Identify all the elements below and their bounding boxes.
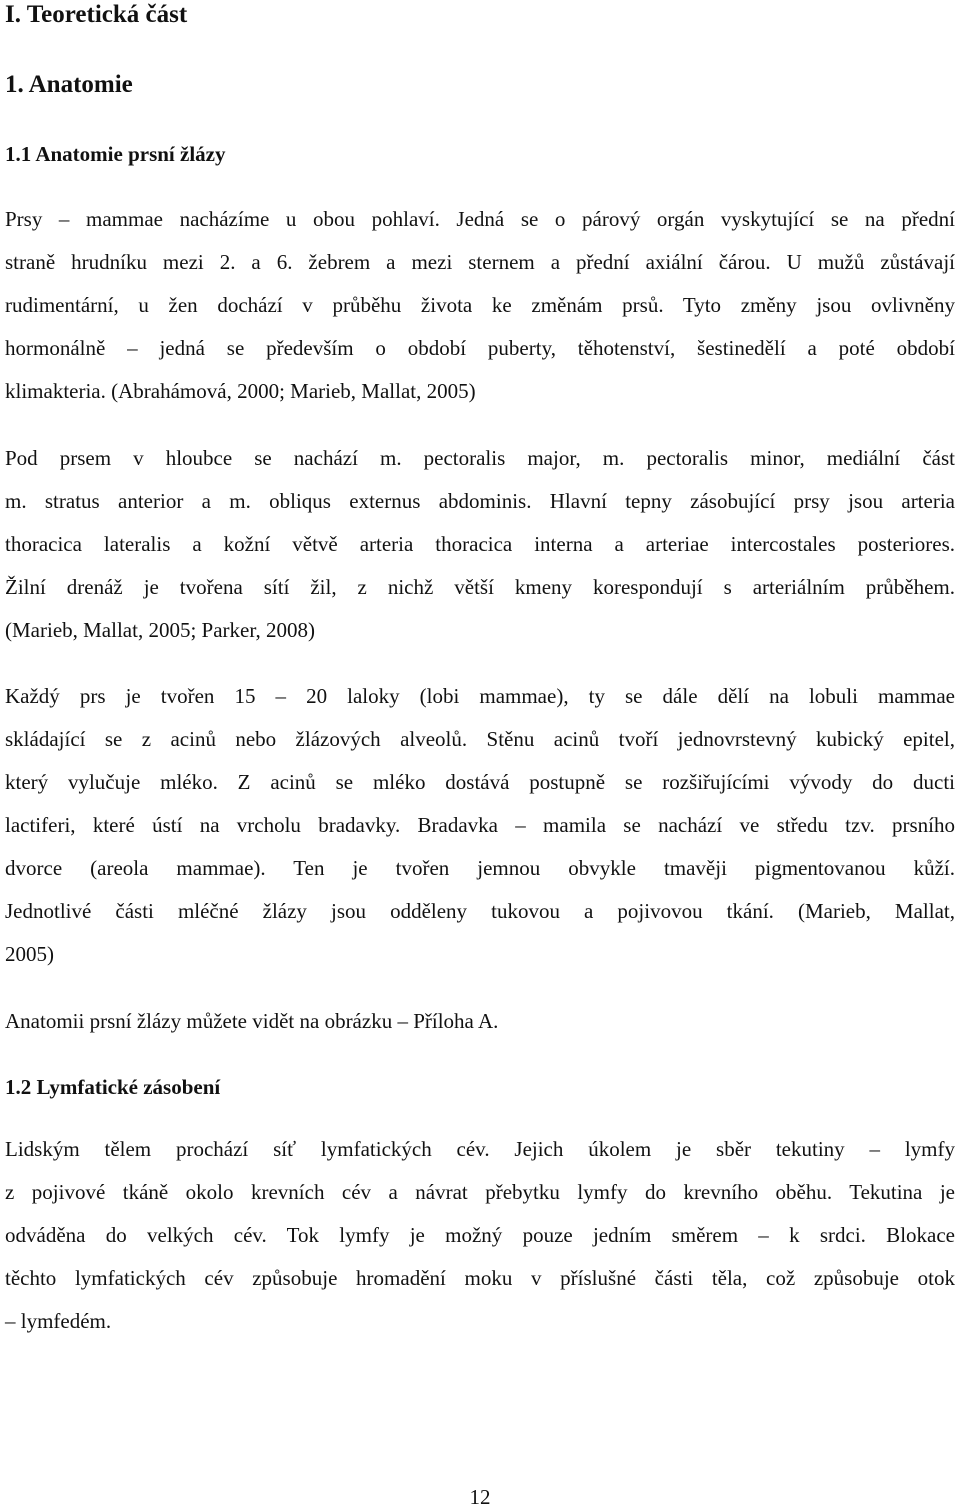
paragraph-line: klimakteria. (Abrahámová, 2000; Marieb, Mallat, 2005) <box>5 379 476 403</box>
paragraph-kazdy-prs <box>5 675 955 976</box>
paragraph-line: Žilní drenáž je tvořena sítí žil, z nichž větší kmeny korespondují s arteriálním průběhem. <box>5 575 955 599</box>
paragraph-line: lactiferi, které ústí na vrcholu bradavky. Bradavka – mamila se nachází ve středu tzv. prsního <box>5 813 955 837</box>
paragraph-prsy <box>5 198 955 413</box>
section-heading-1-1: 1.1 Anatomie prsní žlázy <box>5 142 226 166</box>
paragraph-pod-prsem <box>5 437 955 652</box>
paragraph-line: m. stratus anterior a m. obliqus externus abdominis. Hlavní tepny zásobující prsy jsou arteria <box>5 489 955 513</box>
paragraph-lymfa <box>5 1128 955 1343</box>
paragraph-line: hormonálně – jedná se především o období puberty, těhotenství, šestinedělí a poté období <box>5 336 955 360</box>
paragraph-line: 2005) <box>5 942 54 966</box>
paragraph-line: skládající se z acinů nebo žlázových alveolů. Stěnu acinů tvoří jednovrstevný kubický epitel, <box>5 727 955 751</box>
paragraph-line: (Marieb, Mallat, 2005; Parker, 2008) <box>5 618 315 642</box>
page-number: 12 <box>469 1485 491 1509</box>
paragraph-line: thoracica lateralis a kožní větvě arteria thoracica interna a arteriae intercostales posteriores. <box>5 532 955 556</box>
paragraph-line: straně hrudníku mezi 2. a 6. žebrem a mezi sternem a přední axiální čárou. U mužů zůstávají <box>5 250 955 274</box>
paragraph-priloha <box>5 1000 955 1043</box>
paragraph-line: – lymfedém. <box>5 1309 112 1333</box>
paragraph-line: Lidským tělem prochází síť lymfatických cév. Jejich úkolem je sběr tekutiny – lymfy <box>5 1137 955 1161</box>
paragraph-line: Anatomii prsní žlázy můžete vidět na obrázku – Příloha A. <box>5 1009 499 1033</box>
paragraph-line: který vylučuje mléko. Z acinů se mléko dostává postupně se rozšiřujícími vývody do ducti <box>5 770 955 794</box>
paragraph-line: rudimentární, u žen dochází v průběhu života ke změnám prsů. Tyto změny jsou ovlivněny <box>5 293 955 317</box>
part-heading: I. Teoretická část <box>5 1 188 28</box>
paragraph-line: z pojivové tkáně okolo krevních cév a návrat přebytku lymfy do krevního oběhu. Tekutina je <box>5 1180 955 1204</box>
chapter-heading: 1. Anatomie <box>5 71 133 98</box>
paragraph-line: dvorce (areola mammae). Ten je tvořen jemnou obvykle tmavěji pigmentovanou kůží. <box>5 856 955 880</box>
paragraph-line: Jednotlivé části mléčné žlázy jsou odděleny tukovou a pojivovou tkání. (Marieb, Mallat, <box>5 899 955 923</box>
paragraph-line: těchto lymfatických cév způsobuje hromadění moku v příslušné části těla, což způsobuje otok <box>5 1266 955 1290</box>
paragraph-line: Prsy – mammae nacházíme u obou pohlaví. Jedná se o párový orgán vyskytující se na přední <box>5 207 955 231</box>
paragraph-line: Každý prs je tvořen 15 – 20 laloky (lobi mammae), ty se dále dělí na lobuli mammae <box>5 684 955 708</box>
section-heading-1-2: 1.2 Lymfatické zásobení <box>5 1075 221 1099</box>
paragraph-line: Pod prsem v hloubce se nachází m. pectoralis major, m. pectoralis minor, mediální část <box>5 446 955 470</box>
paragraph-line: odváděna do velkých cév. Tok lymfy je možný pouze jedním směrem – k srdci. Blokace <box>5 1223 955 1247</box>
